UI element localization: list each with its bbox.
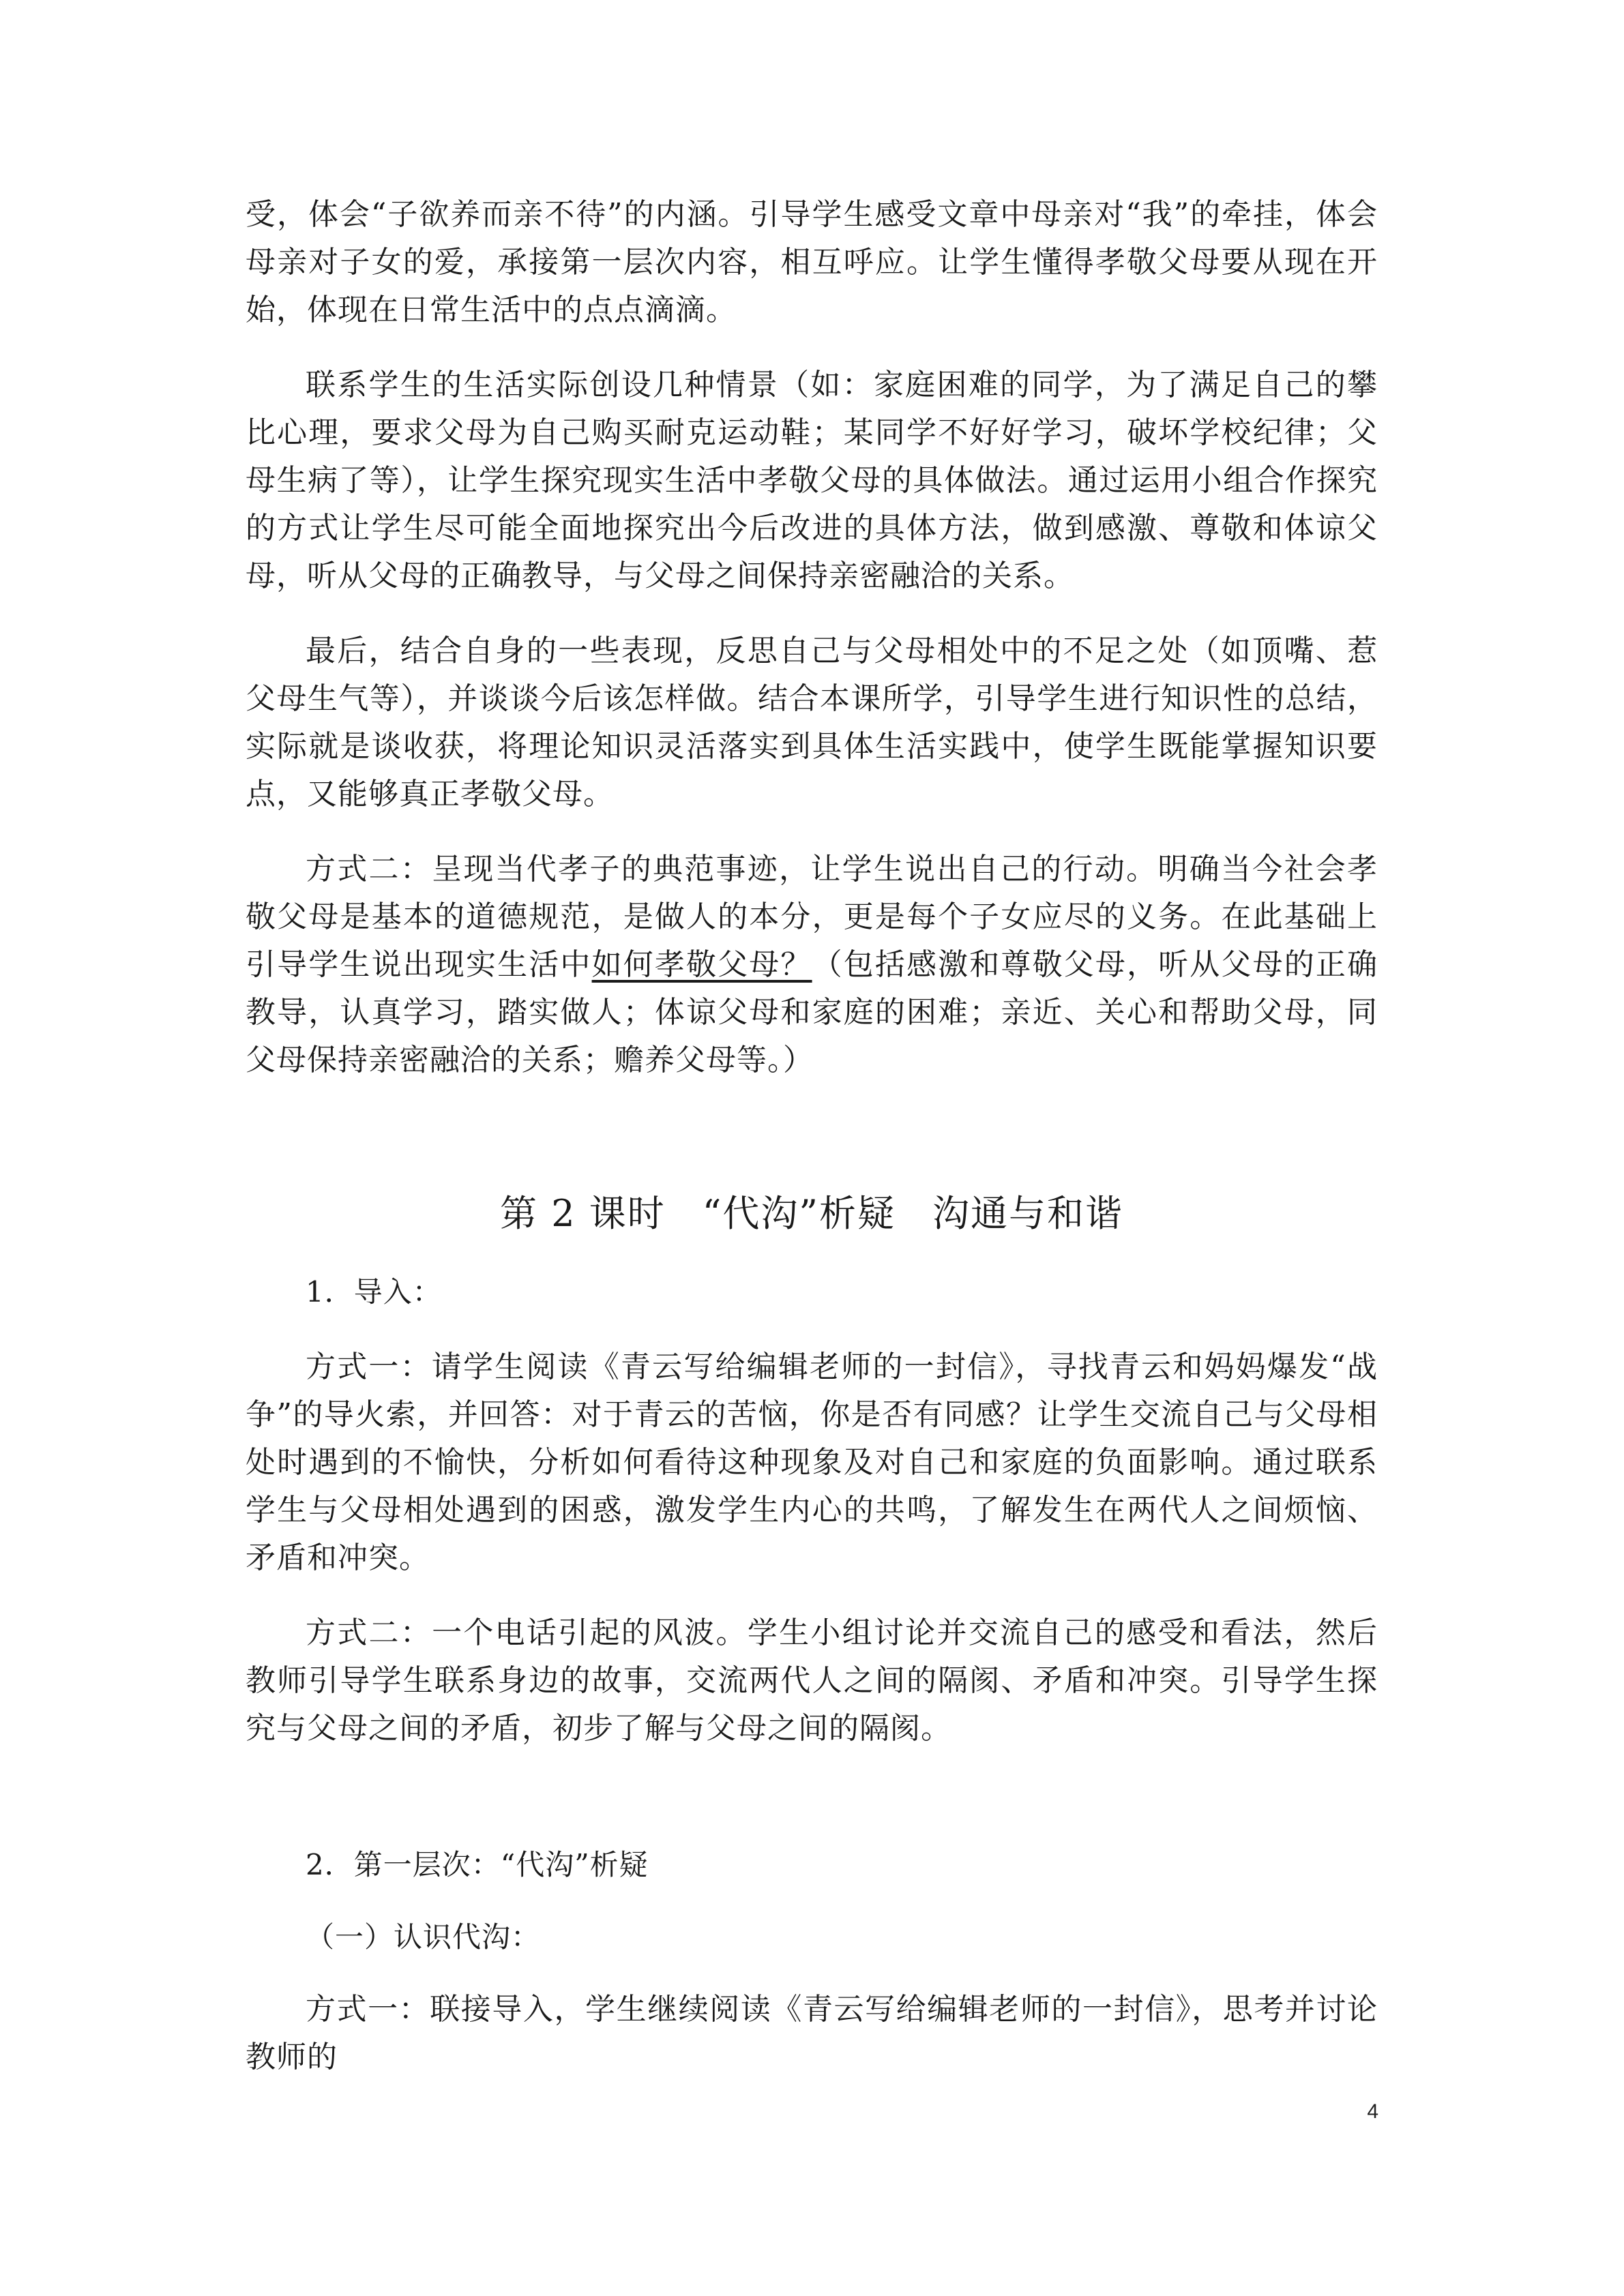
section-intro-method-two: 方式二：一个电话引起的风波。学生小组讨论并交流自己的感受和看法，然后教师引导学生联系身边的故事，交流两代人之间的隔阂、矛盾和冲突。引导学生探究与父母之间的矛盾，初步了解与父母之间的隔阂。 bbox=[246, 1615, 1378, 1746]
paragraph-filial-meaning: 受，体会“子欲养而亲不待”的内涵。引导学生感受文章中母亲对“我”的牵挂，体会母亲对子女的爱，承接第一层次内容，相互呼应。让学生懂得孝敬父母要从现在开始，体现在日常生活中的点点滴滴。 bbox=[246, 197, 1378, 327]
paragraph-scenarios: 联系学生的生活实际创设几种情景（如：家庭困难的同学，为了满足自己的攀比心理，要求父母为自己购买耐克运动鞋；某同学不好好学习，破坏学校纪律；父母生病了等），让学生探究现实生活中孝敬父母的具体做法。通过运用小组合作探究的方式让学生尽可能全面地探究出今后改进的具体方法，做到感激、尊敬和体谅父母，听从父母的正确教导，与父母之间保持亲密融洽的关系。 bbox=[246, 368, 1378, 593]
section-gap-method-one: 方式一：联接导入，学生继续阅读《青云写给编辑老师的一封信》，思考并讨论教师的 bbox=[246, 1992, 1378, 2074]
section-intro-title: 1．导入： bbox=[306, 1275, 442, 1309]
section-generation-gap-title: 2．第一层次：“代沟”析疑 bbox=[306, 1848, 649, 1881]
paragraph-method-two bbox=[246, 846, 1378, 1084]
page-content bbox=[246, 191, 1378, 2081]
lesson-topic: “代沟”析疑 bbox=[702, 1192, 896, 1235]
page-number: 4 bbox=[1367, 2100, 1378, 2123]
lesson-heading bbox=[246, 1187, 1378, 1241]
method-two-details: （包括感激和尊敬父母，听从父母的正确教导，认真学习，踏实做人；体谅父母和家庭的困难；亲近、关心和帮助父母，同父母保持亲密融洽的关系；赡养父母等。） bbox=[246, 947, 1378, 1077]
paragraph-reflection: 最后，结合自身的一些表现，反思自己与父母相处中的不足之处（如顶嘴、惹父母生气等），并谈谈今后该怎样做。结合本课所学，引导学生进行知识性的总结，实际就是谈收获，将理论知识灵活落实到具体生活实践中，使学生既能掌握知识要点，又能够真正孝敬父母。 bbox=[246, 633, 1378, 811]
method-two-intro: 方式二：呈现当代孝子的典范事迹，让学生说出自己的行动。明确当今社会孝敬父母是基本的道德规范，是做人的本分，更是每个子女应尽的义务。在此基础上引导学生说出现实生活中 bbox=[246, 852, 1378, 982]
lesson-number: 第 2 课时 bbox=[500, 1192, 666, 1235]
underlined-question: 如何孝敬父母？ bbox=[591, 947, 812, 982]
section-intro-method-one: 方式一：请学生阅读《青云写给编辑老师的一封信》，寻找青云和妈妈爆发“战争”的导火索，并回答：对于青云的苦恼，你是否有同感？让学生交流自己与父母相处时遇到的不愉快，分析如何看待这种现象及对自己和家庭的负面影响。通过联系学生与父母相处遇到的困惑，激发学生内心的共鸣，了解发生在两代人之间烦恼、矛盾和冲突。 bbox=[246, 1350, 1378, 1575]
lesson-subtopic: 沟通与和谐 bbox=[932, 1192, 1123, 1235]
subsection-understand-gap: （一）认识代沟： bbox=[306, 1920, 541, 1954]
